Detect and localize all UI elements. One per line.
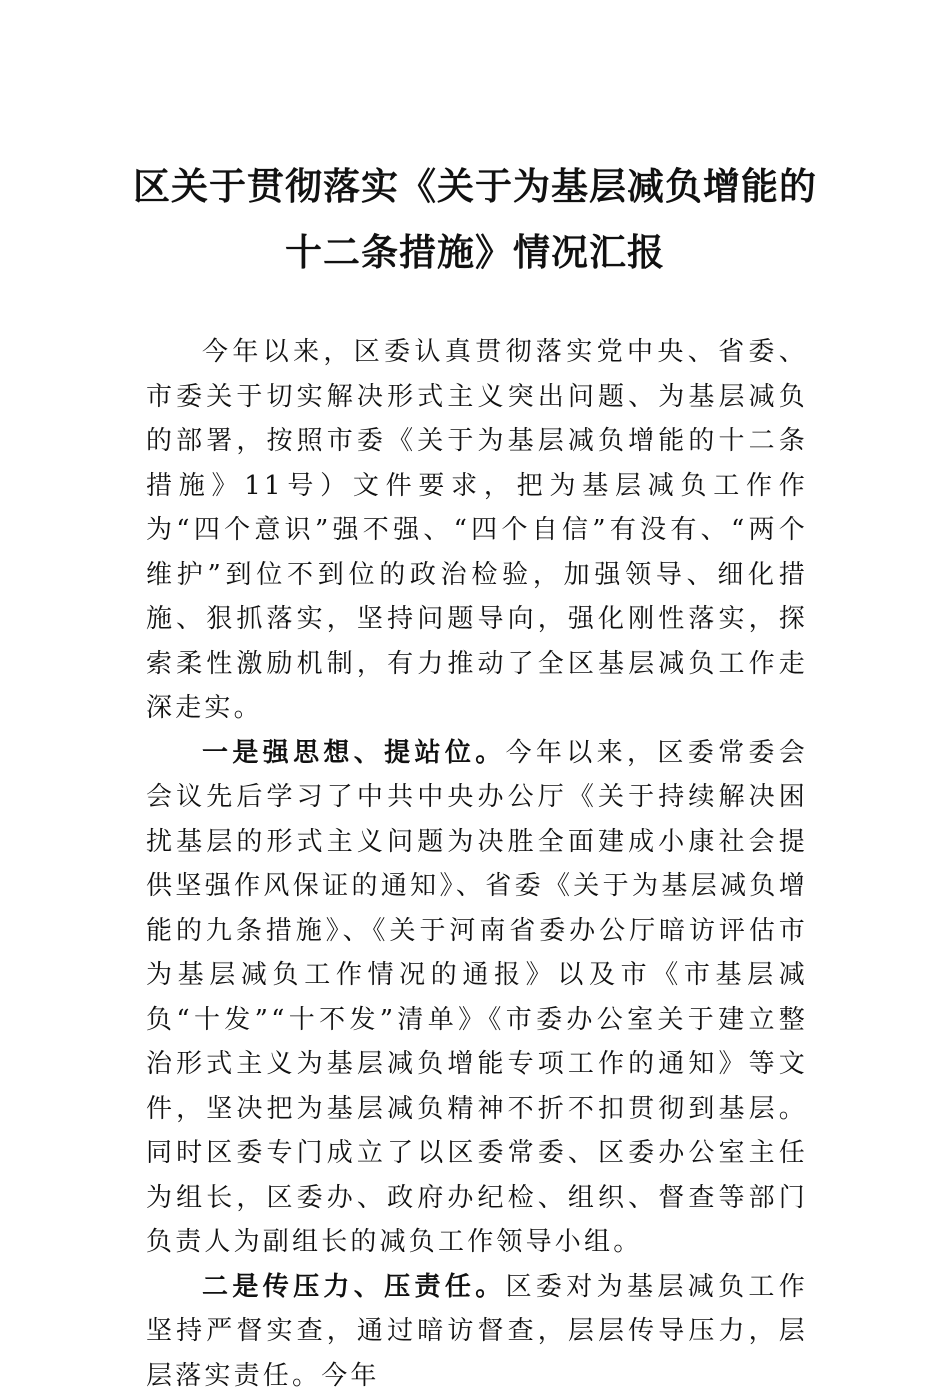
paragraph-point-two [146, 1265, 808, 1398]
paragraph-text: 区委对为基层减负工作坚持严督实查，通过暗访督查，层层传导压力，层层落实责任。今年 [146, 1272, 808, 1391]
paragraph-lead: 一是强思想、提站位。 [202, 738, 506, 768]
document-title [120, 160, 830, 278]
title-line-1: 区关于贯彻落实《关于为基层减负增能的 [120, 160, 830, 212]
paragraph-lead: 二是传压力、压责任。 [202, 1272, 506, 1302]
paragraph-text: 今年以来，区委常委会会议先后学习了中共中央办公厅《关于持续解决困扰基层的形式主义问题为决胜全面建成小康社会提供坚强作风保证的通知》、省委《关于为基层减负增能的九条措施》、《关于河南省委办公厅暗访评估市为基层减负工作情况的通报》以及市《市基层减负“十发”“十不发”清单》《市委办公室关于建立整治形式主义为基层减负增能专项工作的通知》等文件，坚决把为基层减负精神不折不扣贯彻到基层。同时区委专门成立了以区委常委、区委办公室主任为组长，区委办、政府办纪检、组织、督查等部门负责人为副组长的减负工作领导小组。 [146, 738, 808, 1258]
paragraph-intro [146, 330, 808, 731]
title-line-2: 十二条措施》情况汇报 [120, 226, 830, 278]
paragraph-point-one [146, 731, 808, 1265]
paragraph-text: 今年以来，区委认真贯彻落实党中央、省委、市委关于切实解决形式主义突出问题、为基层减负的部署，按照市委《关于为基层减负增能的十二条措施》11号）文件要求，把为基层减负工作作为“四个意识”强不强、“四个自信”有没有、“两个维护”到位不到位的政治检验，加强领导、细化措施、狠抓落实，坚持问题导向，强化刚性落实，探索柔性激励机制，有力推动了全区基层减负工作走深走实。 [146, 337, 808, 723]
document-body [146, 330, 808, 1398]
